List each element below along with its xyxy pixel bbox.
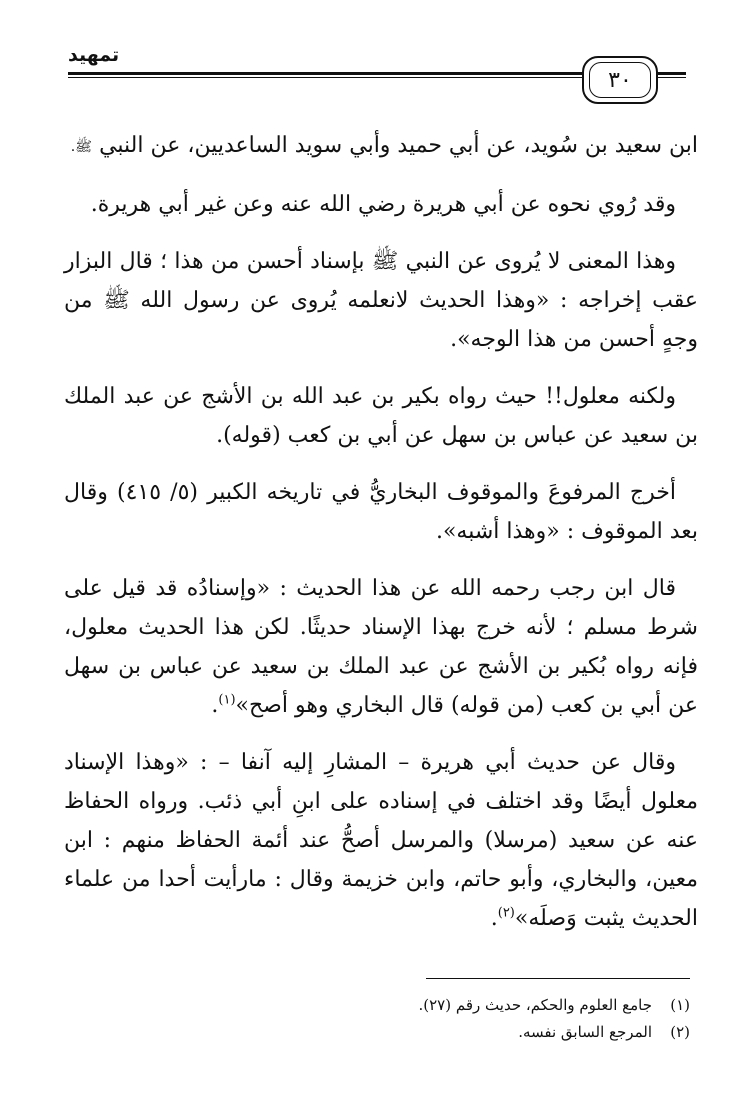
paragraph: وقد رُوي نحوه عن أبي هريرة رضي الله عنه وعن غير أبي هريرة. bbox=[90, 192, 676, 217]
page-number-frame bbox=[582, 56, 658, 104]
page-header bbox=[68, 44, 686, 110]
salutation-glyph: ﷺ. bbox=[70, 139, 93, 155]
paragraph bbox=[64, 743, 698, 938]
paragraph: أخرج المرفوعَ والموقوف البخاريُّ في تاريخه الكبير (٥/ ٤١٥) وقال بعد الموقوف : «وهذا أشبه». bbox=[64, 480, 698, 544]
main-text bbox=[64, 126, 698, 956]
footnote-ref[interactable]: (٢) bbox=[497, 905, 515, 921]
footnote-number: (٢) bbox=[670, 1023, 690, 1041]
paragraph: ولكنه معلول!! حيث رواه بكير بن عبد الله بن الأشج عن عبد الملك بن سعيد عن عباس بن سهل عن أبي بن كعب (قوله). bbox=[64, 384, 698, 448]
paragraph-text: ابن سعيد بن سُويد، عن أبي حميد وأبي سويد الساعديين، عن النبي bbox=[99, 133, 698, 158]
paragraph: وهذا المعنى لا يُروى عن النبي ﷺ بإسناد أحسن من هذا ؛ قال البزار عقب إخراجه : «وهذا الحديث لانعلمه يُروى عن رسول الله ﷺ من وجهٍ أحسن من هذا الوجه». bbox=[64, 249, 698, 352]
paragraph bbox=[64, 126, 698, 167]
running-title: تمهيد bbox=[68, 44, 120, 66]
paragraph bbox=[64, 569, 698, 725]
paragraph-text: قال ابن رجب رحمه الله عن هذا الحديث : «وإسنادُه قد قيل على شرط مسلم ؛ لأنه خرج بهذا الإسناد حديثًا. لكن هذا الحديث معلول، فإنه رواه بُكير بن الأشج عن عبد الملك بن سعيد عن عباس بن سهل عن أبي بن كعب (من قوله) قال البخاري وهو أصح» bbox=[64, 576, 698, 718]
paragraph-text: وقال عن حديث أبي هريرة – المشارِ إليه آنفا – : «وهذا الإسناد معلول أيضًا وقد اختلف في إسناده على ابنِ أبي ذئب. ورواه الحفاظ عنه عن سعيد (مرسلا) والمرسل أصحُّ عند أئمة الحفاظ منهم : ابن معين، والبخاري، وأبو حاتم، وابن خزيمة وقال : مارأيت أحدا من علماء الحديث يثبت وَصلَه» bbox=[64, 750, 698, 931]
footnote-separator bbox=[426, 978, 690, 979]
footnote-text: المرجع السابق نفسه. bbox=[518, 1023, 652, 1041]
footnotes bbox=[60, 992, 690, 1046]
footnote bbox=[60, 1019, 690, 1046]
footnote-text: جامع العلوم والحكم، حديث رقم (٢٧). bbox=[418, 996, 652, 1014]
footnote-ref[interactable]: (١) bbox=[218, 692, 236, 708]
footnote bbox=[60, 992, 690, 1019]
page-number: ٣٠ bbox=[589, 62, 651, 98]
paragraph-end: . bbox=[490, 906, 498, 931]
footnote-number: (١) bbox=[670, 996, 690, 1014]
paragraph-end: . bbox=[211, 693, 219, 718]
